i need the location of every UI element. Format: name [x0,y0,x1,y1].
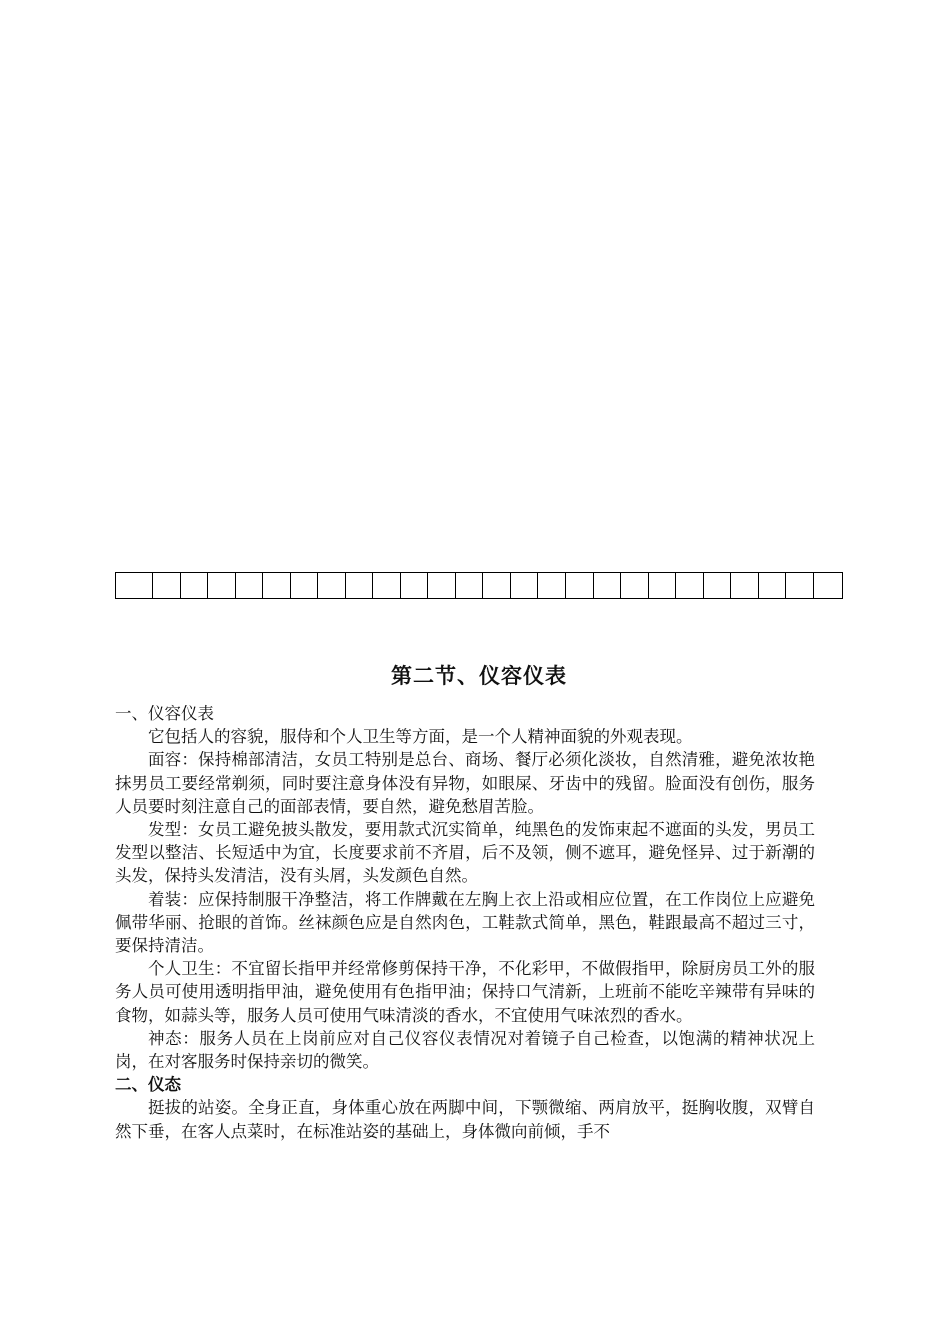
grid-cell [758,573,786,599]
section-title: 第二节、仪容仪表 [391,663,567,688]
grid-cell [565,573,593,599]
grid-cell [510,573,538,599]
grid-cell [235,573,263,599]
grid-cell [731,573,759,599]
grid-cell [786,573,814,599]
grid-cell [290,573,318,599]
grid-cell [455,573,483,599]
paragraph-demeanor: 神态：服务人员在上岗前应对自己仪容仪表情况对着镜子自己检查，以饱满的精神状况上岗，在对客服务时保持亲切的微笑。 [115,1028,815,1072]
grid-cell [814,573,843,599]
grid-cell [318,573,346,599]
paragraph-intro: 它包括人的容貌，服侍和个人卫生等方面，是一个人精神面貌的外观表现。 [148,727,693,747]
grid-cell [483,573,511,599]
body-text [115,702,815,1143]
paragraph-standing: 挺拔的站姿。全身正直，身体重心放在两脚中间，下颚微缩、两肩放平，挺胸收腹，双臂自然下垂，在客人点菜时，在标准站姿的基础上，身体微向前倾，手不 [115,1098,815,1141]
grid-cell [345,573,373,599]
heading-posture: 二、仪态 [115,1075,181,1095]
blank-grid-table [115,572,843,599]
grid-cell [263,573,291,599]
paragraph-hygiene: 个人卫生：不宜留长指甲并经常修剪保持干净，不化彩甲，不做假指甲，除厨房员工外的服务人员可使用透明指甲油，避免使用有色指甲油；保持口气清新，上班前不能吃辛辣带有异味的食物，如蒜头等，服务人员可使用气味清淡的香水，不宜使用气味浓烈的香水。 [115,959,815,1025]
heading-appearance: 一、仪容仪表 [115,704,214,723]
grid-cell [153,573,181,599]
paragraph-dress: 着装：应保持制服干净整洁，将工作牌戴在左胸上衣上沿或相应位置，在工作岗位上应避免佩带华丽、抢眼的首饰。丝袜颜色应是自然肉色，工鞋款式简单，黑色，鞋跟最高不超过三寸，要保持清洁。 [115,889,815,956]
grid-cell [400,573,428,599]
paragraph-face: 面容：保持棉部清洁，女员工特别是总台、商场、餐厅必须化淡妆，自然清雅，避免浓妆艳抹男员工要经常剃须，同时要注意身体没有异物，如眼屎、牙齿中的残留。脸面没有创伤，服务人员要时刻注意自己的面部表情，要自然，避免愁眉苦脸。 [115,750,815,816]
grid-cell [621,573,649,599]
grid-cell [538,573,566,599]
grid-cell [703,573,731,599]
grid-cell [428,573,456,599]
grid-row [116,573,843,599]
grid-cell [180,573,208,599]
grid-cell [373,573,401,599]
grid-cell [208,573,236,599]
grid-cell [648,573,676,599]
grid-cell [676,573,704,599]
paragraph-hair: 发型：女员工避免披头散发，要用款式沉实简单，纯黑色的发饰束起不遮面的头发，男员工发型以整洁、长短适中为宜，长度要求前不齐眉，后不及领，侧不遮耳，避免怪异、过于新潮的头发，保持头发清洁，没有头屑，头发颜色自然。 [115,820,815,886]
grid-cell [116,573,153,599]
grid-cell [593,573,621,599]
